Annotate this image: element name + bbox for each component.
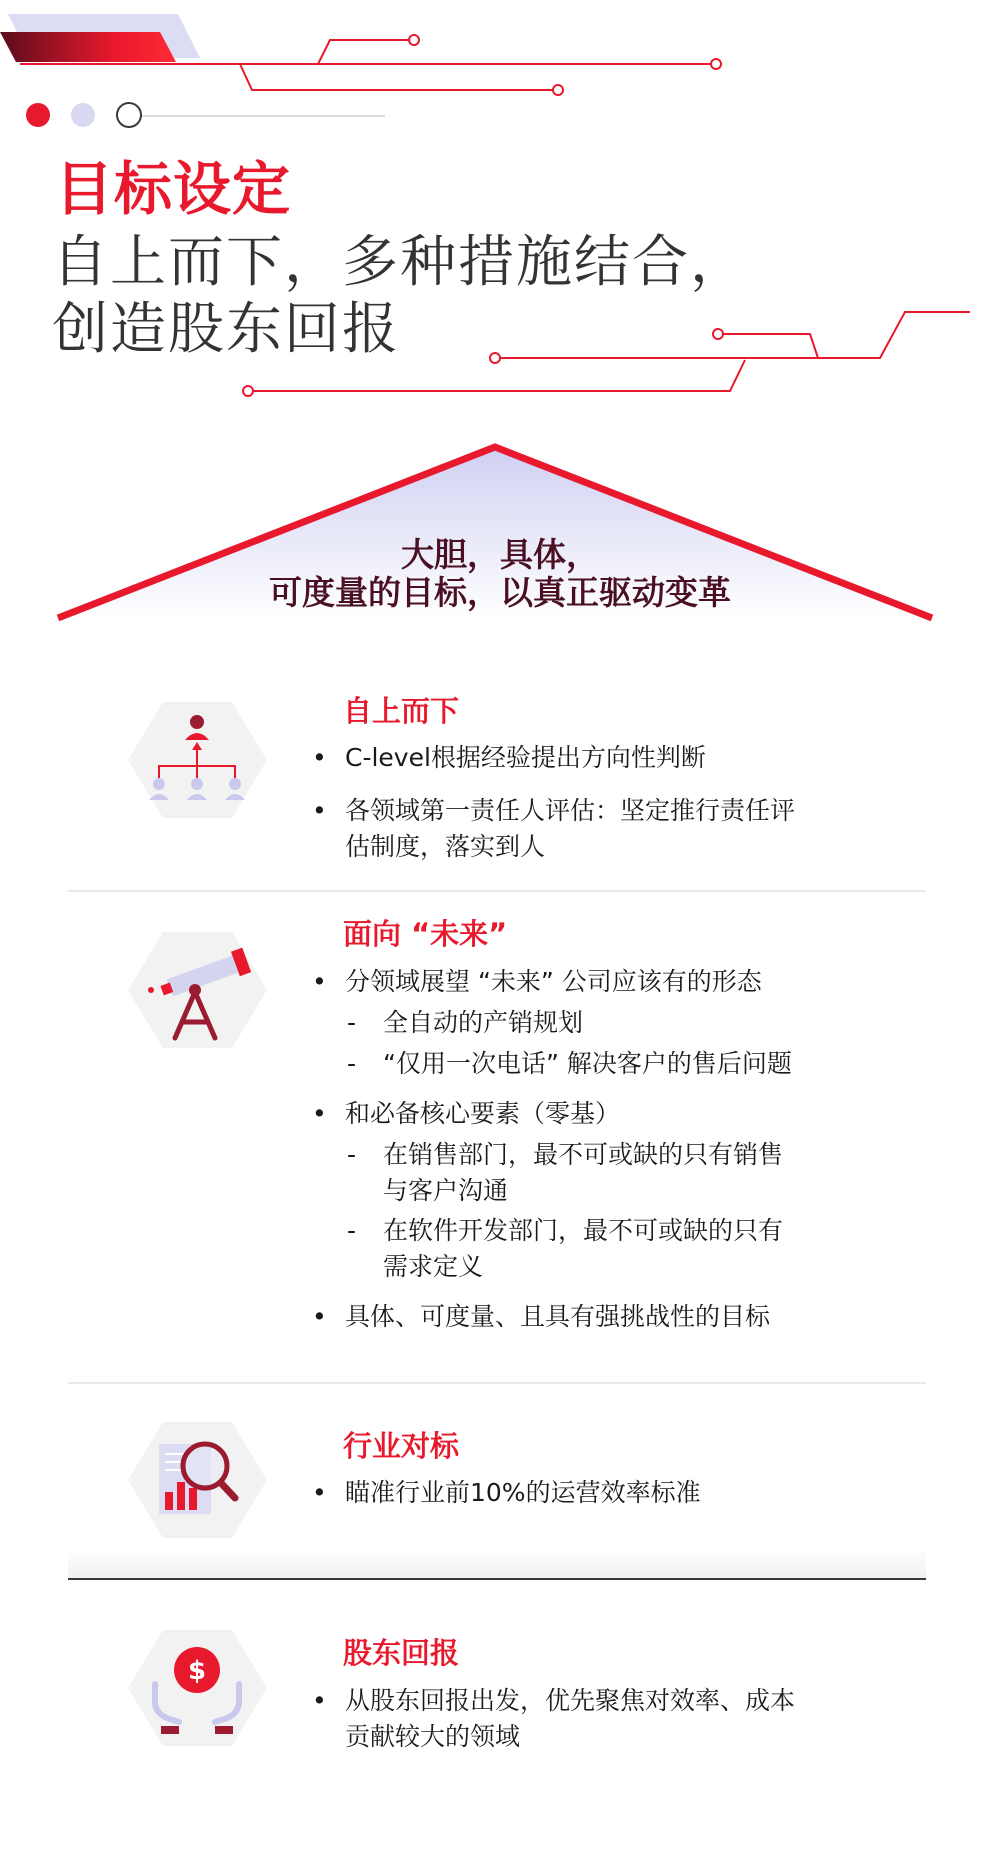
magnifier-chart-icon — [125, 1420, 270, 1540]
bullet-dot: • — [312, 1302, 327, 1331]
lavender-dot — [71, 103, 95, 127]
sub-bullet-dash: - — [347, 1049, 357, 1078]
section-divider — [68, 1382, 926, 1384]
sub-bullet-item — [313, 1137, 913, 1209]
outline-dot — [117, 103, 141, 127]
section-title-shareholder-return: 股东回报 — [343, 1636, 460, 1670]
bullet-dot: • — [312, 743, 327, 772]
bullet-dot: • — [312, 1686, 327, 1715]
sub-bullet-text: “仅用一次电话” 解决客户的售后问题 — [383, 1049, 792, 1078]
sub-bullet-dash: - — [347, 1008, 357, 1037]
bullet-text-line-2: 贡献较大的领域 — [345, 1722, 521, 1751]
bullet-text: 和必备核心要素（零基） — [345, 1099, 621, 1128]
bullet-text-line-1: 各领域第一责任人评估：坚定推行责任评 — [345, 796, 796, 825]
sub-bullet-item — [313, 1046, 913, 1082]
red-banner-shape — [0, 32, 176, 62]
bullet-item — [313, 740, 913, 776]
bullet-item — [313, 1683, 913, 1755]
bullet-text-line-2: 估制度，落实到人 — [345, 832, 546, 861]
bullet-item — [313, 1096, 913, 1132]
coin-hands-icon — [125, 1628, 270, 1748]
section-divider-dark — [68, 1578, 926, 1580]
bullet-dot: • — [312, 967, 327, 996]
sub-bullet-item — [313, 1005, 913, 1041]
page-subtitle-line-1: 自上而下，多种措施结合， — [52, 230, 748, 295]
sub-bullet-item — [313, 1213, 913, 1285]
section-divider — [68, 890, 926, 892]
bullet-dot: • — [312, 1478, 327, 1507]
bullet-dot: • — [312, 796, 327, 825]
red-dot — [26, 103, 50, 127]
sub-bullet-text-line-1: 在销售部门，最不可或缺的只有销售 — [383, 1140, 784, 1169]
roof-headline-line-2: 可度量的目标，以真正驱动变革 — [269, 573, 731, 612]
bullet-dot: • — [312, 1099, 327, 1128]
bullet-text: C-level根据经验提出方向性判断 — [345, 743, 706, 772]
section-shade — [68, 1548, 926, 1578]
bullet-item — [313, 1299, 913, 1335]
coin-symbol: $ — [187, 1656, 207, 1686]
sub-bullet-text-line-1: 在软件开发部门，最不可或缺的只有 — [383, 1216, 784, 1245]
bullet-text: 瞄准行业前10%的运营效率标准 — [345, 1478, 701, 1507]
bullet-item — [313, 964, 913, 1000]
section-title-future: 面向 “未来” — [343, 917, 508, 951]
bullet-item — [313, 793, 913, 865]
sub-bullet-dash: - — [347, 1216, 357, 1245]
bullet-item — [313, 1475, 913, 1511]
page-subtitle-line-2: 创造股东回报 — [52, 297, 400, 362]
sub-bullet-dash: - — [347, 1140, 357, 1169]
bullet-text: 分领域展望 “未来” 公司应该有的形态 — [345, 967, 762, 996]
sub-bullet-text: 全自动的产销规划 — [383, 1008, 584, 1037]
telescope-icon — [125, 930, 270, 1050]
sub-bullet-text-line-2: 与客户沟通 — [383, 1176, 509, 1205]
sub-bullet-text-line-2: 需求定义 — [383, 1252, 484, 1281]
section-title-top-down: 自上而下 — [343, 694, 460, 728]
section-title-benchmark: 行业对标 — [343, 1429, 460, 1463]
roof-headline-line-1: 大胆，具体， — [401, 535, 599, 574]
bullet-text: 具体、可度量、且具有强挑战性的目标 — [345, 1302, 771, 1331]
bullet-text-line-1: 从股东回报出发，优先聚焦对效率、成本 — [345, 1686, 796, 1715]
org-hierarchy-icon — [125, 700, 270, 820]
page-title: 目标设定 — [55, 155, 292, 223]
